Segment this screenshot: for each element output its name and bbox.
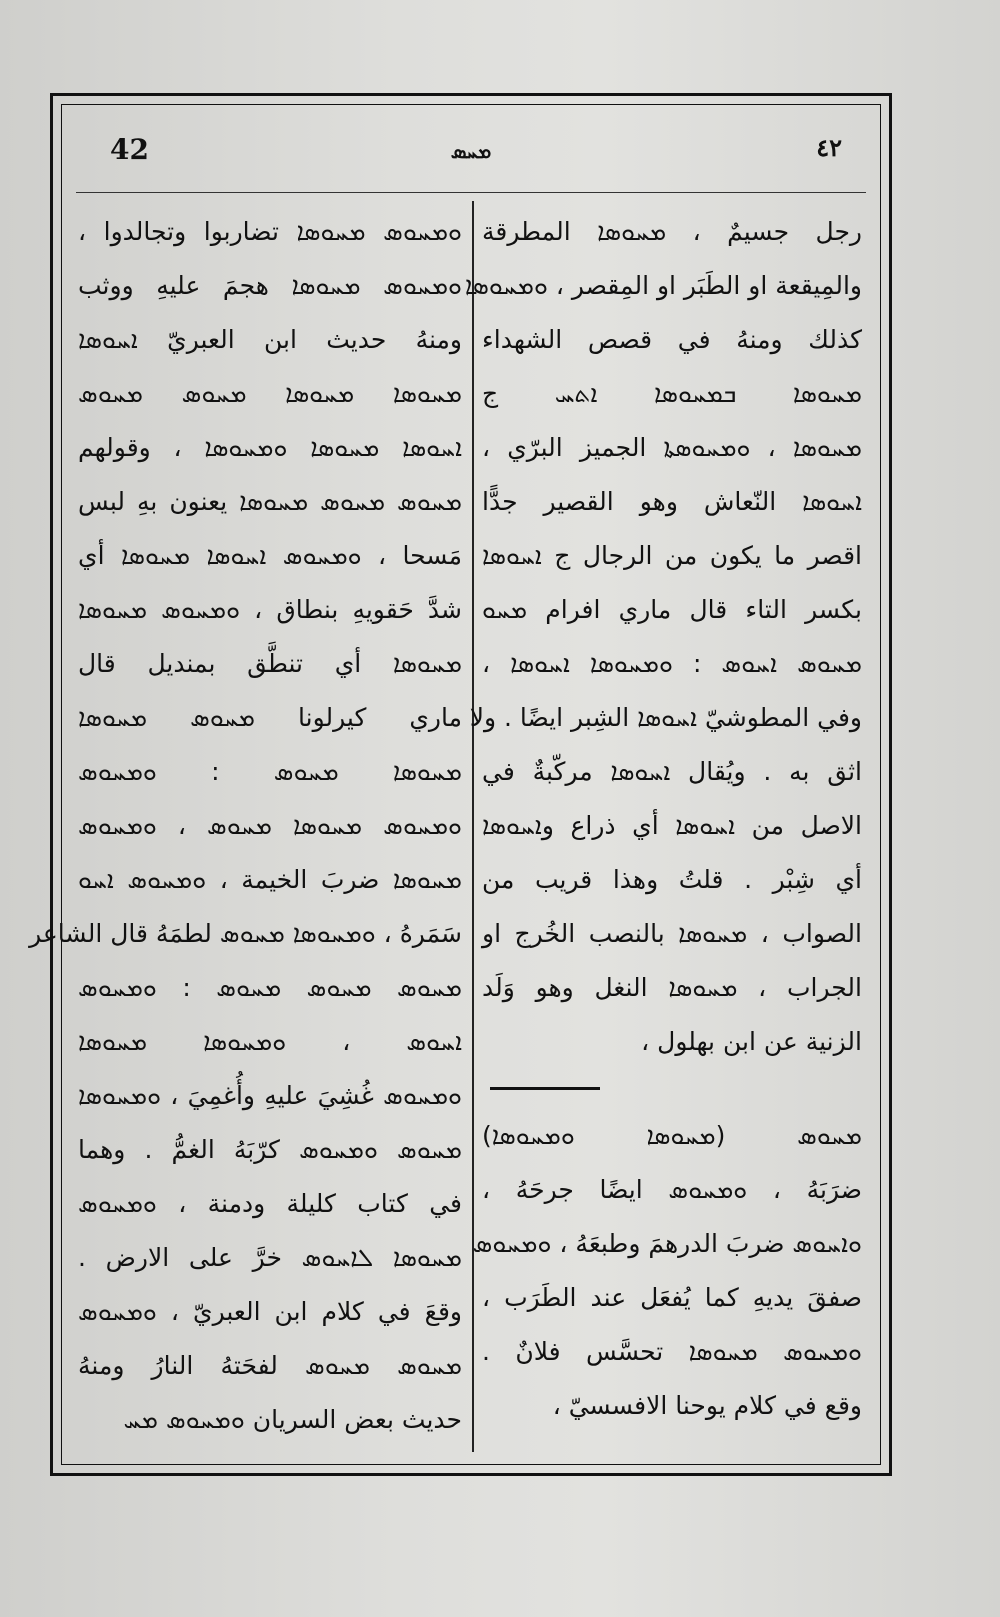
text-line: اقصر ما يكون من الرجال ج ܐܚܘܣܐ <box>482 541 862 570</box>
page-header <box>62 133 880 173</box>
text-line: وفي المطوشيّ ܐܚܘܣܐ الشِبر ايضًا . ولا <box>469 703 862 732</box>
text-line: ܘܡܚܘܣ ܡܚܘܣܐ تضاربوا وتجالدوا ، <box>78 217 462 246</box>
text-line: ܘܡܚܘܣ غُشِيَ عليهِ وأُغمِيَ ، ܘܡܚܘܣܐ <box>78 1081 462 1110</box>
text-line: كذلك ومنهُ في قصص الشهداء <box>482 325 862 354</box>
text-line: ܘܐܚܘܣ ضربَ الدرهمَ وطبعَهُ ، ܘܡܚܘܣ <box>472 1229 862 1258</box>
text-line: ܐܚܘܣܐ النّعاش وهو القصير جدًّا <box>482 487 862 516</box>
text-line: سَمَرهُ ، ܘܡܚܘܣܐ ܡܚܘܣ لطمَهُ قال الشاعر <box>29 919 462 948</box>
left-column <box>29 205 462 1447</box>
text-line: والمِيقعة او الطَبَر او المِقصر ، ܘܡܚܘܣܐ <box>464 271 862 300</box>
text-line: صفقَ يديهِ كما يُفعَل عند الطَرَب ، <box>482 1283 862 1312</box>
text-line: ܘܡܚܘܣ ܡܚܘܣܐ ܡܚܘܣ ، ܘܡܚܘܣ <box>78 811 462 840</box>
text-line: الجراب ، ܡܚܘܣܐ النغل وهو وَلَد <box>482 973 862 1002</box>
text-line: أي شِبْر . قلتُ وهذا قريب من <box>482 865 862 894</box>
text-line: ܐܚܘܣ ، ܘܡܚܘܣܐ ܡܚܘܣܐ <box>78 1027 462 1056</box>
text-line: ܡܚܘܣܐ أي تنطَّق بمنديل قال <box>78 649 462 678</box>
text-line: ܡܚܘܣܐ ܠܐܚܘܣ خرَّ على الارض . <box>78 1243 462 1272</box>
entry-rule <box>490 1087 600 1090</box>
text-line: ضرَبَهُ ، ܘܡܚܘܣ ايضًا جرحَهُ ، <box>482 1175 862 1204</box>
text-line: رجل جسيمٌ ، ܡܚܘܣܐ المطرقة <box>482 217 862 246</box>
text-line: ܘܡܚܘܣ ܡܚܘܣܐ تحسَّس فلانٌ . <box>482 1337 862 1366</box>
text-line: ܡܚܘܣ ܡܚܘܣ ܡܚܘܣܐ يعنون بهِ لبس <box>78 487 462 516</box>
text-line: وقعَ في كلام ابن العبريّ ، ܘܡܚܘܣ <box>78 1297 462 1326</box>
text-line: حديث بعض السريان ܘܡܚܘܣ ܡܚ <box>123 1405 462 1434</box>
text-line: مَسحا ، ܘܡܚܘܣ ܐܚܘܣܐ ܡܚܘܣܐ أي <box>78 541 462 570</box>
text-line: الزنية عن ابن بهلول ، <box>641 1027 862 1056</box>
text-line: في كتاب كليلة ودمنة ، ܘܡܚܘܣ <box>78 1189 462 1218</box>
text-line: ܘܡܚܘܣ ܡܚܘܣܐ هجمَ عليهِ ووثب <box>78 271 462 300</box>
text-line: ܡܚܘܣ ܐܚܘܣ : ܘܡܚܘܣܐ ܐܚܘܣܐ ، <box>482 649 862 678</box>
page-number-latin: 42 <box>110 133 149 166</box>
entry-separator <box>482 1069 862 1109</box>
text-line: ܐܚܘܣܐ ܡܚܘܣܐ ܘܡܚܘܣܐ ، وقولهم <box>78 433 462 462</box>
text-line: ماري كيرلونا ܡܚܘܣ ܡܚܘܣܐ <box>78 703 462 732</box>
text-line: بكسر التاء قال ماري افرام ܡܚܘ <box>482 595 862 624</box>
text-line: شدَّ حَقويهِ بنطاق ، ܘܡܚܘܣ ܡܚܘܣܐ <box>78 595 462 624</box>
entry-heading: ܡܚܘܣ (ܡܚܘܣܐ ܘܡܚܘܣܐ) <box>482 1121 862 1150</box>
text-line: ومنهُ حديث ابن العبريّ ܐܚܘܣܐ <box>78 325 462 354</box>
text-line: ܡܚܘܣ ܡܚܘܣ ܡܚܘܣ : ܘܡܚܘܣ <box>78 973 462 1002</box>
running-head: ܡܚܣ <box>450 139 492 163</box>
text-line: الاصل من ܐܚܘܣܐ أي ذراع وܐܚܘܣܐ <box>482 811 862 840</box>
text-line: ܡܚܘܣ ܘܡܚܘܣ كرّبَهُ الغمُّ . وهما <box>78 1135 462 1164</box>
text-line: ܡܚܘܣܐ ܡܚܘܣ : ܘܡܚܘܣ <box>78 757 462 786</box>
header-rule <box>76 192 866 193</box>
text-line: ܡܚܘܣܐ ، ܘܡܚܘܣܬܐ الجميز البرّي ، <box>482 433 862 462</box>
right-column <box>464 205 862 1433</box>
text-line: ܡܚܘܣ ܡܚܘܣ لفحَتهُ النارُ ومنهُ <box>78 1351 462 1380</box>
page-border-inner <box>29 104 881 1465</box>
text-line: ܡܚܘܣܐ ܒܡܚܘܣܐ ܐܬܚ ج <box>482 379 862 408</box>
text-line: ܡܚܘܣܐ ضربَ الخيمة ، ܘܡܚܘܣ ܐܚܘ <box>78 865 462 894</box>
text-line: ܡܚܘܣܐ ܡܚܘܣܐ ܡܚܘܣ ܡܚܘܣ <box>78 379 462 408</box>
text-line: وقع في كلام يوحنا الافسسيّ ، <box>552 1391 862 1420</box>
page-border-outer <box>29 93 892 1476</box>
text-line: اثق به . ويُقال ܐܚܘܣܐ مركّبةٌ في <box>482 757 862 786</box>
text-line: الصواب ، ܡܚܘܣܐ بالنصب الخُرج او <box>482 919 862 948</box>
page-number-arabic: ٤٢ <box>816 133 842 162</box>
